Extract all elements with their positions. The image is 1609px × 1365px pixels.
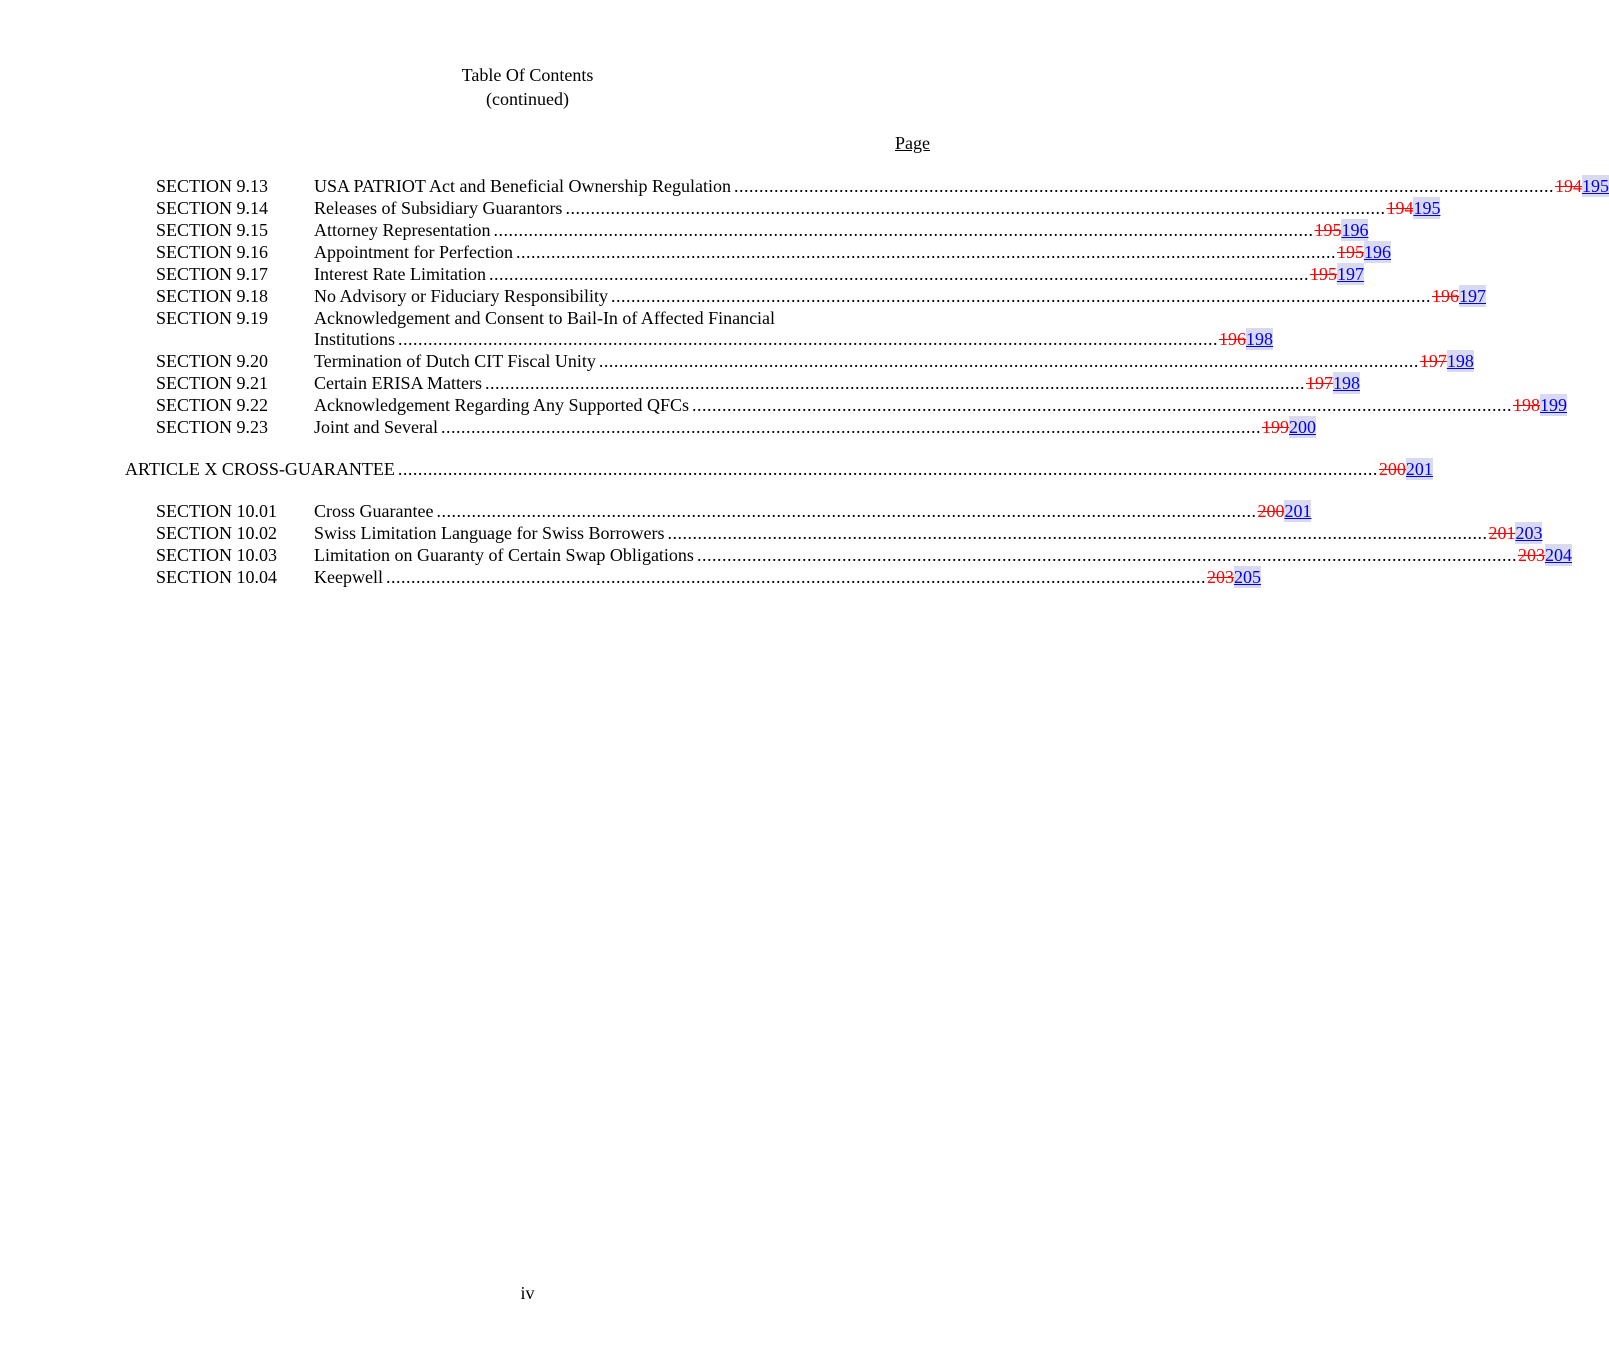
deleted-page-number: 203 (1206, 567, 1234, 587)
toc-entry[interactable] (0, 566, 1261, 588)
deleted-page-number: 196 (1219, 329, 1247, 349)
dot-leader: .................................................................................................................................................................... (440, 417, 1261, 437)
inserted-page-link[interactable]: 205 (1233, 567, 1261, 587)
toc-entry[interactable] (0, 263, 1364, 285)
toc-entry[interactable] (0, 372, 1360, 394)
deleted-page-number: 200 (1257, 501, 1285, 521)
section-number: SECTION 9.22 (156, 395, 268, 415)
section-title: Acknowledgement Regarding Any Supported QFCs (314, 395, 689, 415)
inserted-page-link[interactable]: 204 (1544, 545, 1572, 565)
deleted-page-number: 195 (1336, 242, 1364, 262)
inserted-page-link[interactable]: 198 (1332, 373, 1360, 393)
inserted-page-link[interactable]: 197 (1336, 264, 1364, 284)
deleted-page-number: 200 (1378, 459, 1406, 479)
deleted-page-number: 194 (1554, 176, 1582, 196)
deleted-page-number: 194 (1386, 198, 1414, 218)
section-title: Certain ERISA Matters (314, 373, 482, 393)
dot-leader: .................................................................................................................................................................... (436, 501, 1257, 521)
section-title: Swiss Limitation Language for Swiss Borrowers (314, 523, 665, 543)
inserted-page-link[interactable]: 195 (1413, 198, 1441, 218)
deleted-page-number: 197 (1419, 351, 1447, 371)
section-number: SECTION 9.20 (156, 351, 268, 371)
toc-entry[interactable] (0, 416, 1316, 438)
section-number: SECTION 10.01 (156, 501, 277, 521)
section-title: Limitation on Guaranty of Certain Swap Obligations (314, 545, 694, 565)
section-number: SECTION 10.03 (156, 545, 277, 565)
dot-leader: .................................................................................................................................................................... (598, 351, 1419, 371)
dot-leader: .................................................................................................................................................................... (565, 198, 1386, 218)
section-title: Keepwell (314, 567, 383, 587)
inserted-page-link[interactable]: 196 (1341, 220, 1369, 240)
deleted-page-number: 196 (1432, 286, 1459, 306)
section-title: Releases of Subsidiary Guarantors (314, 198, 563, 218)
section-number: SECTION 9.13 (156, 176, 268, 196)
inserted-page-link[interactable]: 200 (1288, 417, 1316, 437)
toc-entry[interactable] (0, 544, 1572, 566)
deleted-page-number: 197 (1305, 373, 1333, 393)
toc-entry[interactable] (0, 500, 1312, 522)
page-column-label: Page (895, 133, 930, 153)
toc-article-entry[interactable] (0, 458, 1433, 480)
section-number: SECTION 9.23 (156, 417, 268, 437)
inserted-page-link[interactable]: 199 (1539, 395, 1567, 415)
inserted-page-link[interactable]: 196 (1363, 242, 1391, 262)
section-number: SECTION 9.18 (156, 286, 268, 306)
dot-leader: .................................................................................................................................................................... (398, 329, 1219, 349)
section-number: SECTION 9.21 (156, 373, 268, 393)
dot-leader: .................................................................................................................................................................... (385, 567, 1206, 587)
dot-leader: .................................................................................................................................................................................................... (397, 459, 1378, 479)
inserted-page-link[interactable]: 197 (1459, 286, 1486, 306)
dot-leader: .................................................................................................................................................................... (611, 286, 1431, 306)
section-number: SECTION 9.15 (156, 220, 268, 240)
deleted-page-number: 198 (1512, 395, 1540, 415)
deleted-page-number: 203 (1517, 545, 1545, 565)
deleted-page-number: 195 (1309, 264, 1337, 284)
page-number: iv (520, 1283, 535, 1303)
section-title: Attorney Representation (314, 220, 491, 240)
deleted-page-number: 201 (1488, 523, 1516, 543)
section-title: Joint and Several (314, 417, 438, 437)
toc-entry-continuation[interactable] (0, 328, 1274, 350)
inserted-page-link[interactable]: 201 (1405, 459, 1433, 479)
inserted-page-link[interactable]: 198 (1246, 329, 1274, 349)
section-number: SECTION 10.02 (156, 523, 277, 543)
toc-entry[interactable] (0, 394, 1567, 416)
section-title: Termination of Dutch CIT Fiscal Unity (314, 351, 596, 371)
dot-leader: .................................................................................................................................................................... (493, 220, 1314, 240)
section-number: SECTION 9.19 (156, 308, 268, 328)
section-title: Cross Guarantee (314, 501, 434, 521)
deleted-page-number: 199 (1261, 417, 1289, 437)
toc-title: Table Of Contents (461, 65, 594, 85)
section-title-line1: Acknowledgement and Consent to Bail-In of Affected Financial (314, 308, 776, 328)
section-number: SECTION 9.17 (156, 264, 268, 284)
section-number: SECTION 9.14 (156, 198, 268, 218)
toc-subtitle: (continued) (486, 89, 569, 109)
inserted-page-link[interactable]: 198 (1446, 351, 1474, 371)
section-title: No Advisory or Fiduciary Responsibility (314, 286, 608, 306)
deleted-page-number: 195 (1314, 220, 1342, 240)
toc-entry[interactable] (0, 175, 1609, 197)
toc-entry[interactable] (0, 307, 1055, 329)
inserted-page-link[interactable]: 203 (1515, 523, 1543, 543)
toc-entry[interactable] (0, 197, 1441, 219)
dot-leader: .................................................................................................................................................................... (733, 176, 1554, 196)
section-title: USA PATRIOT Act and Beneficial Ownership Regulation (314, 176, 731, 196)
dot-leader: .................................................................................................................................................................... (696, 545, 1517, 565)
dot-leader: .................................................................................................................................................................... (691, 395, 1512, 415)
toc-entry[interactable] (0, 522, 1543, 544)
toc-entry[interactable] (0, 350, 1474, 372)
dot-leader: .................................................................................................................................................................... (515, 242, 1336, 262)
dot-leader: .................................................................................................................................................................... (484, 373, 1305, 393)
section-title: Interest Rate Limitation (314, 264, 486, 284)
toc-entry[interactable] (0, 285, 1486, 307)
toc-entry[interactable] (0, 241, 1391, 263)
inserted-page-link[interactable]: 195 (1581, 176, 1609, 196)
dot-leader: .................................................................................................................................................................... (488, 264, 1309, 284)
section-title-line2: Institutions (314, 329, 396, 349)
dot-leader: .................................................................................................................................................................... (667, 523, 1488, 543)
section-title: Appointment for Perfection (314, 242, 513, 262)
article-title: ARTICLE X CROSS-GUARANTEE (125, 459, 395, 479)
section-number: SECTION 9.16 (156, 242, 268, 262)
section-number: SECTION 10.04 (156, 567, 277, 587)
toc-entry[interactable] (0, 219, 1369, 241)
inserted-page-link[interactable]: 201 (1284, 501, 1312, 521)
